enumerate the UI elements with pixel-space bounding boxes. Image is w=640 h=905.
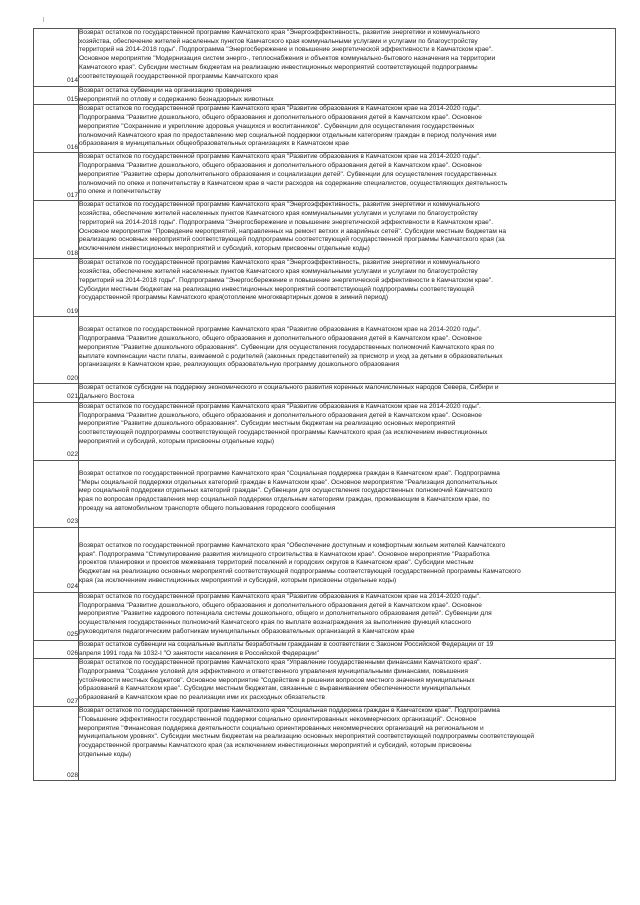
description-line: Подпрограмма "Развитие дошкольного, общего образования и дополнительного образования детей в Камчатском крае". Основное (79, 601, 482, 609)
description-line: Возврат остатков по государственной программе Камчатского края "Обеспечение доступным и комфортным жильем жителей Камчатского (79, 541, 506, 549)
description-line: Подпрограмма "Развитие дошкольного, общего образования и дополнительного образования детей в Камчатском крае". Основное (79, 114, 482, 122)
description-line: полномочий Камчатского края по предоставлению мер социальной поддержки отдельным категориям граждан в период получения ими (79, 131, 497, 139)
description-line: хозяйства, обеспечение жителей населенных пунктов Камчатского края коммунальными услугами и услугами по благоустройству (79, 268, 478, 276)
row-description (79, 402, 616, 460)
description-line: Возврат остатков субсидии на поддержку экономического и социального развития коренных малочисленных народов Севера, Сибири и (79, 384, 499, 392)
description-line: мероприятий по отлову и содержанию безнадзорных животных (79, 95, 274, 103)
description-line: края (за исключением инвестиционных мероприятий и субсидий, которым присвоены отдельные коды) (79, 576, 397, 584)
row-code: 021 (34, 384, 79, 402)
description-line: Возврат остатка субвенции на организацию проведения (79, 87, 252, 94)
row-code: 028 (34, 707, 79, 781)
description-line: Подпрограмма "Создание условий для эффективного и ответственного управления муниципальными финансами, повышения (79, 667, 468, 675)
budget-codes-table (33, 28, 616, 781)
description-line: апреля 1991 года № 1032-I "О занятости населения в Российской Федерации" (79, 649, 319, 657)
description-line: Возврат остатков по государственной программе Камчатского края "Управление государственными финансами Камчатского края". (79, 659, 482, 667)
description-line: руководителя педагогическим работникам муниципальных образовательных организаций в Камчатском крае (79, 627, 415, 635)
description-line: муниципальном уровнях". Субсидии местным бюджетам на реализацию основных мероприятий соответствующей подпрограммы соответствующей (79, 733, 535, 741)
description-line: мероприятие "Развитие дошкольного образования". Субсидии местным бюджетам на реализацию основных мероприятий (79, 420, 456, 428)
description-line: бюджетам на реализацию основных мероприятий соответствующей подпрограммы соответствующей государственной программы Камчатского (79, 567, 521, 575)
description-line: территорий на 2014-2018 годы". Подпрограмма "Энергосбережение и повышение энергетической эффективности в Камчатском крае". (79, 218, 493, 226)
row-code: 022 (34, 402, 79, 460)
description-line: территорий на 2014-2018 годы". Подпрограмма "Энергосбережение и повышение энергетической эффективности в Камчатском крае". (79, 46, 493, 54)
row-description (79, 460, 616, 527)
table-row (34, 707, 616, 781)
row-code: 026 (34, 640, 79, 658)
row-code: 016 (34, 105, 79, 153)
description-line: Возврат остатков по государственной программе Камчатского края "Развитие образования в Камчатском крае на 2014-2020 годы". (79, 592, 481, 600)
description-line: осуществления государственных полномочий Камчатского края по выплате вознаграждения за выполнение функций классного (79, 618, 472, 626)
description-line: Возврат остатков по государственной программе Камчатского края "Энергоэффективность, развитие энергетики и коммунального (79, 29, 480, 36)
description-line: "Меры социальной поддержки отдельных категорий граждан в Камчатском крае". Основное мероприятие "Реализация дополнительных (79, 478, 498, 486)
description-line: по опеке и попечительству (79, 188, 161, 196)
row-description (79, 384, 616, 402)
description-line: мероприятие "Финансовая поддержка деятельности социально ориентированных некоммерческих организаций на региональном и (79, 724, 484, 732)
table-row (34, 201, 616, 259)
description-line: образований в Камчатском крае по реализации ими их расходных обязательств (79, 694, 325, 702)
table-row (34, 259, 616, 317)
description-line: соответствующей подпрограммы соответствующей государственной программы Камчатского края (за исключением инвестиционных (79, 428, 488, 436)
row-code: 023 (34, 460, 79, 527)
row-description (79, 640, 616, 658)
description-line: образования в муниципальных общеобразовательных организациях в Камчатском крае (79, 140, 350, 148)
description-line: хозяйства, обеспечение жителей населенных пунктов Камчатского края коммунальными услугами и услугами по благоустройству (79, 210, 478, 218)
description-line: Возврат остатков субвенции на социальные выплаты безработным гражданам в соответствии с Законом Российской Федерации от 19 (79, 640, 494, 648)
row-code: 018 (34, 201, 79, 259)
description-line: устойчивости местных бюджетов". Основное мероприятие "Содействие в решении вопросов местного значения муниципальных (79, 676, 475, 684)
table-row (34, 87, 616, 105)
description-line: государственной программы Камчатского края(отопление многоквартирных домов в зимний период) (79, 294, 389, 302)
table-row (34, 105, 616, 153)
row-code: 020 (34, 317, 79, 384)
row-code: 027 (34, 659, 79, 707)
row-description (79, 659, 616, 707)
description-line: образований в Камчатском крае". Субсидии местным бюджетам, связанные с выравниванием обеспеченности муниципальных (79, 685, 471, 693)
description-line: отдельные коды) (79, 750, 132, 758)
description-line: Камчатского края". Субсидии местным бюджетам на реализацию инвестиционных мероприятий соответствующей подпрограммы (79, 63, 478, 71)
row-description (79, 153, 616, 201)
row-description (79, 592, 616, 640)
row-description (79, 105, 616, 153)
description-line: Субсидии местным бюджетам на реализацию инвестиционных мероприятий соответствующей подпрограммы соответствующей (79, 285, 475, 293)
description-line: Основное мероприятие "Проведение мероприятий, направленных на ремонт ветхих и аварийных сетей". Субсидии местным бюджетам на (79, 227, 507, 235)
table-row (34, 527, 616, 592)
table-body (34, 29, 616, 781)
description-line: мероприятий и субсидий, которым присвоены отдельные коды) (79, 437, 275, 445)
description-line: организациях в Камчатском крае, реализующих образовательную программу дошкольного образования (79, 361, 400, 369)
description-line: Возврат остатков по государственной программе Камчатского края "Социальная поддержка граждан в Камчатском крае". Подпрограмма (79, 707, 500, 715)
description-line: Возврат остатков по государственной программе Камчатского края "Социальная поддержка граждан в Камчатском крае". Подпрограмма (79, 469, 500, 477)
row-description (79, 317, 616, 384)
description-line: проезду на автомобильном транспорте общего пользования городского сообщения (79, 504, 336, 512)
table-row (34, 460, 616, 527)
description-line: Возврат остатков по государственной программе Камчатского края "Развитие образования в Камчатском крае на 2014-2020 годы". (79, 105, 481, 113)
description-line: "Повышение эффективности государственной поддержки социально ориентированных некоммерческих организаций". Основное (79, 715, 477, 723)
row-code: 024 (34, 527, 79, 592)
description-line: Возврат остатков по государственной программе Камчатского края "Развитие образования в Камчатском крае на 2014-2020 годы". (79, 326, 481, 334)
table-row (34, 592, 616, 640)
table-row (34, 640, 616, 658)
description-line: мероприятие "Развитие сферы дополнительного образования и социализации детей". Субвенции для осуществления государственных (79, 170, 497, 178)
description-line: проектов планировки и проектов межевания территорий поселений и городских округов в Камчатском крае". Субсидии местным (79, 559, 474, 567)
description-line: территорий на 2014-2018 годы". Подпрограмма "Энергосбережение и повышение энергетической эффективности в Камчатском крае". (79, 276, 493, 284)
description-line: мероприятие "Развитие дошкольного образования". Субвенции для осуществления государственных полномочий Камчатского края по (79, 343, 495, 351)
description-line: Возврат остатков по государственной программе Камчатского края "Энергоэффективность, развитие энергетики и коммунального (79, 259, 480, 267)
description-line: государственной программы Камчатского края (за исключением инвестиционных мероприятий и субсидий, которым присвоены (79, 742, 472, 750)
description-line: мероприятие "Сохранение и укрепление здоровья учащихся и воспитанников". Субвенции для осуществления государственных (79, 122, 475, 130)
table-row (34, 384, 616, 402)
description-line: Подпрограмма "Развитие дошкольного, общего образования и дополнительного образования детей в Камчатском крае". Основное (79, 162, 482, 170)
description-line: реализацию основных мероприятий соответствующей подпрограммы соответствующей государственной программы Камчатского края (за (79, 236, 505, 244)
table-row (34, 659, 616, 707)
description-line: исключением инвестиционных мероприятий и субсидий, которым присвоены отдельные коды) (79, 244, 370, 252)
scan-mark (43, 17, 44, 22)
table-row (34, 317, 616, 384)
table-row (34, 153, 616, 201)
description-line: Возврат остатков по государственной программе Камчатского края "Энергоэффективность, развитие энергетики и коммунального (79, 201, 480, 209)
description-line: выплате компенсации части платы, взимаемой с родителей (законных представителей) за присмотр и уход за детьми в образовательных (79, 352, 503, 360)
row-code: 014 (34, 29, 79, 87)
description-line: хозяйства, обеспечение жителей населенных пунктов Камчатского края коммунальными услугами и услугами по благоустройству (79, 37, 478, 45)
row-code: 019 (34, 259, 79, 317)
description-line: полномочий по опеке и попечительству в Камчатском крае в части расходов на содержание специалистов, осуществляющих деятельность (79, 179, 508, 187)
description-line: Подпрограмма "Развитие дошкольного, общего образования и дополнительного образования детей в Камчатском крае". Основное (79, 411, 482, 419)
table-row (34, 402, 616, 460)
row-code: 017 (34, 153, 79, 201)
row-description (79, 29, 616, 87)
description-line: Возврат остатков по государственной программе Камчатского края "Развитие образования в Камчатском крае на 2014-2020 годы". (79, 402, 481, 410)
description-line: Дальнего Востока (79, 393, 135, 401)
table-row (34, 29, 616, 87)
row-description (79, 259, 616, 317)
row-description (79, 201, 616, 259)
description-line: мер социальной поддержки отдельных категорий граждан". Субвенции для осуществления государственных полномочий Камчатского (79, 487, 493, 495)
description-line: мероприятие "Развитие кадрового потенциала системы дошкольного, общего и дополнительного образования детей". Субвенции для (79, 610, 492, 618)
row-description (79, 707, 616, 781)
description-line: Основное мероприятие "Модернизация систем энерго-, теплоснабжения и объектов коммунально-бытового назначения на территории (79, 55, 496, 63)
row-code: 025 (34, 592, 79, 640)
row-description (79, 87, 616, 105)
row-description (79, 527, 616, 592)
row-code: 015 (34, 87, 79, 105)
description-line: соответствующей государственной программы Камчатского края (79, 72, 278, 80)
description-line: края". Подпрограмма "Стимулирование развития жилищного строительства в Камчатском крае". Основное мероприятие "Разработка (79, 550, 490, 558)
description-line: Возврат остатков по государственной программе Камчатского края "Развитие образования в Камчатском крае на 2014-2020 годы". (79, 153, 481, 161)
description-line: Подпрограмма "Развитие дошкольного, общего образования и дополнительного образования детей в Камчатском крае". Основное (79, 335, 482, 343)
description-line: края по вопросам предоставления мер социальной поддержки отдельным категориям граждан, проживающим в Камчатском крае, по (79, 495, 490, 503)
